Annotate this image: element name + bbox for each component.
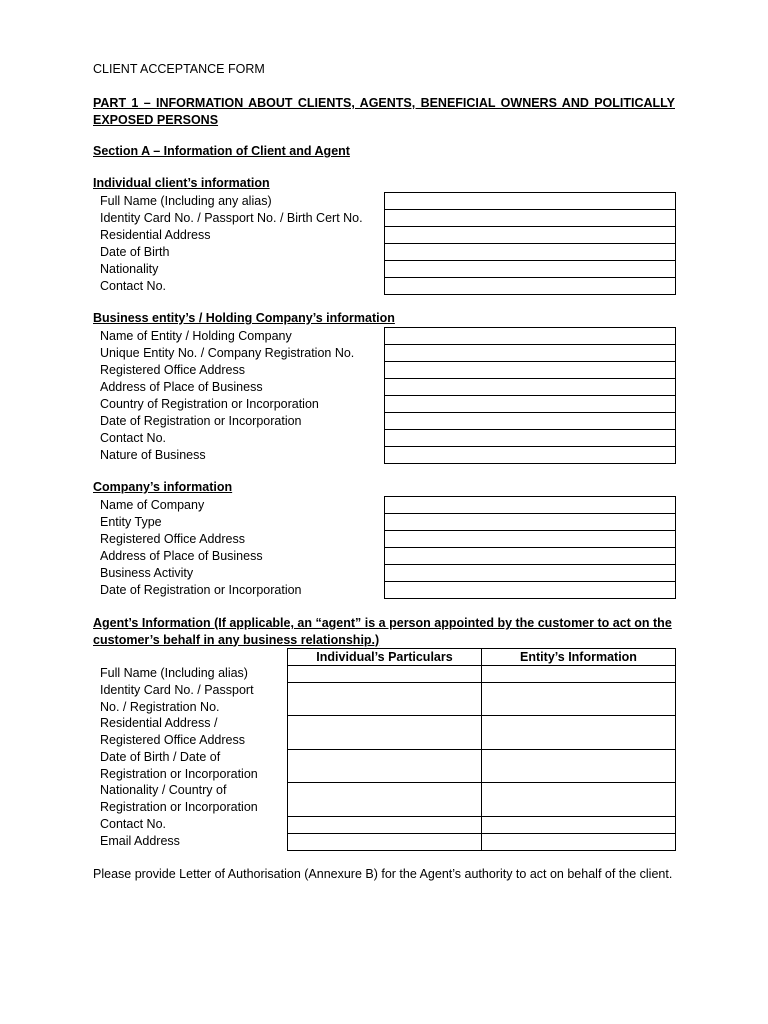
agent-entity-email-cell[interactable]	[482, 834, 676, 851]
agent-row-label: Nationality / Country of Registration or Incorporation	[100, 783, 258, 814]
individual-full-name-input[interactable]	[384, 192, 676, 210]
agent-individual-address-cell[interactable]	[288, 716, 482, 750]
business-field-label: Nature of Business	[100, 448, 206, 462]
company-field-label: Registered Office Address	[100, 532, 245, 546]
individual-field-label: Contact No.	[100, 279, 167, 293]
section-title: Section A – Information of Client and Agent	[93, 144, 350, 158]
table-row	[288, 783, 676, 817]
company-info-title: Company’s information	[93, 480, 233, 494]
individual-field-label: Date of Birth	[100, 245, 170, 259]
agent-row-label: Contact No.	[100, 817, 167, 831]
business-field-label: Registered Office Address	[100, 363, 245, 377]
table-row	[288, 817, 676, 834]
column-header-entity: Entity’s Information	[482, 649, 676, 666]
company-field-label: Address of Place of Business	[100, 549, 263, 563]
business-registered-office-input[interactable]	[384, 361, 676, 379]
authorisation-note: Please provide Letter of Authorisation (Annexure B) for the Agent’s authority to act on behalf of the client.	[93, 867, 673, 881]
company-business-activity-input[interactable]	[384, 564, 676, 582]
agent-entity-date-cell[interactable]	[482, 750, 676, 783]
agent-entity-full-name-cell[interactable]	[482, 666, 676, 683]
agent-info-title: Agent’s Information (If applicable, an “agent” is a person appointed by the customer to act on the customer’s behalf in any business relationship.)	[93, 616, 672, 647]
agent-row-label: Residential Address / Registered Office Address	[100, 716, 245, 747]
column-header-individual: Individual’s Particulars	[288, 649, 482, 666]
individual-residential-address-input[interactable]	[384, 226, 676, 244]
individual-id-number-input[interactable]	[384, 209, 676, 227]
table-row	[288, 666, 676, 683]
business-entity-name-input[interactable]	[384, 327, 676, 345]
company-field-label: Business Activity	[100, 566, 194, 580]
company-field-label: Entity Type	[100, 515, 162, 529]
agent-individual-date-cell[interactable]	[288, 750, 482, 783]
agent-individual-nationality-cell[interactable]	[288, 783, 482, 817]
table-row	[288, 716, 676, 750]
individual-field-label: Residential Address	[100, 228, 211, 242]
form-title: CLIENT ACCEPTANCE FORM	[93, 62, 265, 76]
company-name-input[interactable]	[384, 496, 676, 514]
agent-individual-email-cell[interactable]	[288, 834, 482, 851]
individual-info-title: Individual client’s information	[93, 176, 270, 190]
business-place-of-business-input[interactable]	[384, 378, 676, 396]
agent-entity-address-cell[interactable]	[482, 716, 676, 750]
business-nature-input[interactable]	[384, 446, 676, 464]
agent-table-header-row	[288, 649, 676, 666]
agent-row-label: Full Name (Including alias)	[100, 666, 248, 680]
business-registration-number-input[interactable]	[384, 344, 676, 362]
part-title: PART 1 – INFORMATION ABOUT CLIENTS, AGENTS, BENEFICIAL OWNERS AND POLITICALLY EXPOSED PERSONS	[93, 96, 675, 127]
table-row	[288, 683, 676, 716]
business-date-of-registration-input[interactable]	[384, 412, 676, 430]
agent-info-table	[287, 648, 676, 851]
company-field-label: Date of Registration or Incorporation	[100, 583, 302, 597]
agent-entity-contact-cell[interactable]	[482, 817, 676, 834]
business-country-of-registration-input[interactable]	[384, 395, 676, 413]
agent-individual-contact-cell[interactable]	[288, 817, 482, 834]
business-field-label: Address of Place of Business	[100, 380, 263, 394]
agent-individual-full-name-cell[interactable]	[288, 666, 482, 683]
business-field-label: Contact No.	[100, 431, 167, 445]
company-place-of-business-input[interactable]	[384, 547, 676, 565]
individual-field-label: Full Name (Including any alias)	[100, 194, 272, 208]
business-contact-input[interactable]	[384, 429, 676, 447]
agent-row-label: Email Address	[100, 834, 180, 848]
table-row	[288, 834, 676, 851]
individual-nationality-input[interactable]	[384, 260, 676, 278]
agent-entity-id-cell[interactable]	[482, 683, 676, 716]
company-registered-office-input[interactable]	[384, 530, 676, 548]
individual-date-of-birth-input[interactable]	[384, 243, 676, 261]
agent-individual-id-cell[interactable]	[288, 683, 482, 716]
company-entity-type-input[interactable]	[384, 513, 676, 531]
business-info-title: Business entity’s / Holding Company’s information	[93, 311, 395, 325]
company-field-label: Name of Company	[100, 498, 205, 512]
agent-row-label: Date of Birth / Date of Registration or Incorporation	[100, 750, 258, 781]
individual-field-label: Identity Card No. / Passport No. / Birth Cert No.	[100, 211, 363, 225]
agent-row-label: Identity Card No. / Passport No. / Registration No.	[100, 683, 254, 714]
individual-field-label: Nationality	[100, 262, 159, 276]
table-row	[288, 750, 676, 783]
business-field-label: Unique Entity No. / Company Registration No.	[100, 346, 355, 360]
business-field-label: Name of Entity / Holding Company	[100, 329, 292, 343]
business-field-label: Country of Registration or Incorporation	[100, 397, 319, 411]
business-field-label: Date of Registration or Incorporation	[100, 414, 302, 428]
agent-entity-country-cell[interactable]	[482, 783, 676, 817]
company-date-of-registration-input[interactable]	[384, 581, 676, 599]
individual-contact-input[interactable]	[384, 277, 676, 295]
